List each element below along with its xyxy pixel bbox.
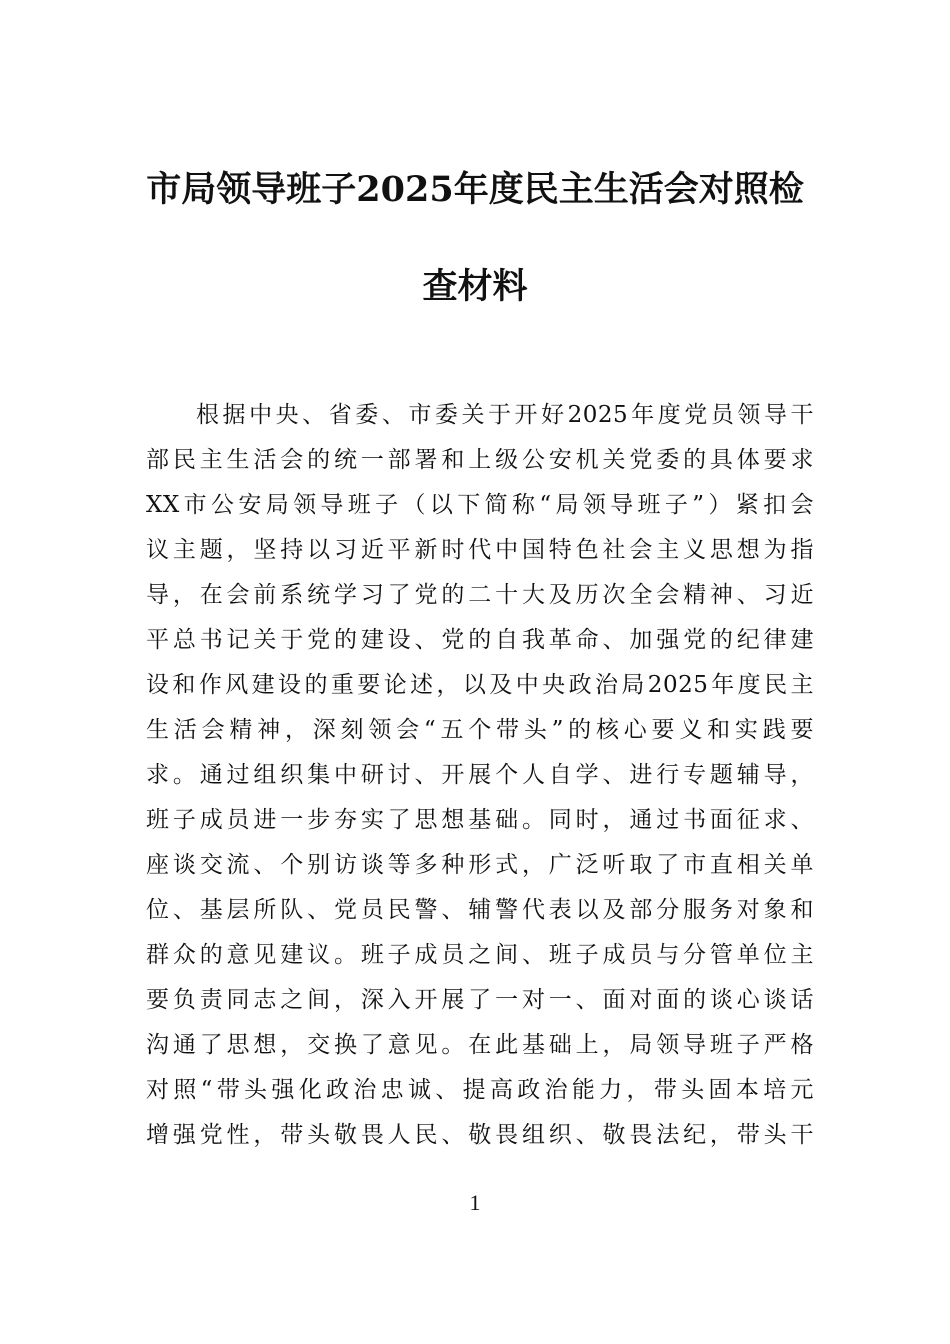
body-line: 位、基层所队、党员民警、辅警代表以及部分服务对象和	[146, 897, 814, 923]
body-line: 群众的意见建议。班子成员之间、班子成员与分管单位主	[146, 942, 814, 968]
body-line: XX市公安局领导班子（以下简称“局领导班子”）紧扣会	[146, 492, 814, 518]
body-line: 座谈交流、个别访谈等多种形式，广泛听取了市直相关单	[146, 852, 814, 878]
body-line: 设和作风建设的重要论述，以及中央政治局2025年度民主	[146, 672, 814, 698]
body-line: 要负责同志之间，深入开展了一对一、面对面的谈心谈话	[146, 987, 814, 1013]
body-paragraph	[146, 393, 814, 1158]
body-line: 导，在会前系统学习了党的二十大及历次全会精神、习近	[146, 582, 814, 608]
body-line: 增强党性，带头敬畏人民、敬畏组织、敬畏法纪，带头干	[146, 1122, 814, 1148]
document-title-line-1: 市局领导班子2025年度民主生活会对照检	[146, 169, 804, 210]
document-title-line-2: 查材料	[422, 266, 528, 307]
body-line: 对照“带头强化政治忠诚、提高政治能力，带头固本培元	[146, 1077, 814, 1103]
body-line: 沟通了思想，交换了意见。在此基础上，局领导班子严格	[146, 1032, 814, 1058]
body-line: 议主题，坚持以习近平新时代中国特色社会主义思想为指	[146, 537, 814, 563]
body-line: 根据中央、省委、市委关于开好2025年度党员领导干	[196, 402, 814, 428]
page-number: 1	[469, 1190, 481, 1215]
body-line: 部民主生活会的统一部署和上级公安机关党委的具体要求	[146, 447, 814, 473]
body-line: 生活会精神，深刻领会“五个带头”的核心要义和实践要	[146, 717, 814, 743]
body-line: 求。通过组织集中研讨、开展个人自学、进行专题辅导，	[146, 762, 814, 788]
body-line: 班子成员进一步夯实了思想基础。同时，通过书面征求、	[146, 807, 814, 833]
body-line: 平总书记关于党的建设、党的自我革命、加强党的纪律建	[146, 627, 814, 653]
